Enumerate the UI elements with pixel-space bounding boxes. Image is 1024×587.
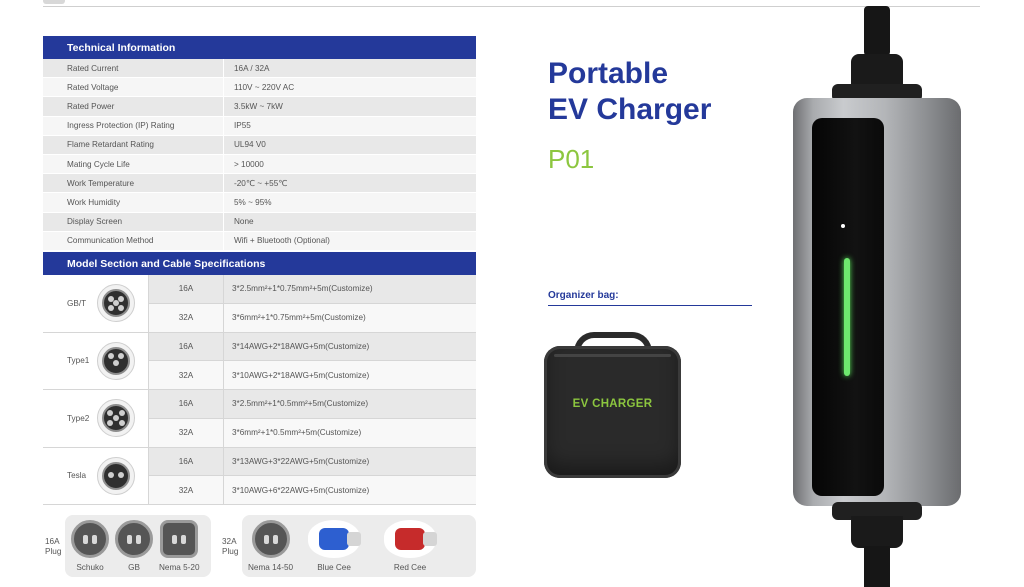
cable-spec-row	[149, 275, 476, 304]
charger-body-image	[793, 98, 961, 506]
plug-32a-label	[222, 537, 238, 557]
model-row	[43, 448, 476, 506]
model-name-cell	[43, 275, 149, 332]
cable-spec: 3*10AWG+6*22AWG+5m(Customize)	[232, 485, 370, 495]
cable-spec-row	[149, 390, 476, 419]
tech-info-key: Rated Current	[43, 59, 224, 77]
tech-info-value: 110V ~ 220V AC	[234, 82, 295, 92]
gbt-connector-icon	[97, 284, 135, 322]
plug-16a-label	[45, 537, 61, 557]
organizer-bag-underline	[548, 305, 752, 306]
tech-info-row	[43, 78, 476, 97]
current-rating: 16A	[149, 333, 224, 361]
tech-info-value: > 10000	[234, 159, 264, 169]
model-section-table	[43, 252, 476, 505]
schuko-plug-icon	[71, 520, 109, 558]
plug-name: Nema 14-50	[248, 563, 294, 572]
tech-info-row	[43, 97, 476, 116]
model-name-cell	[43, 333, 149, 390]
model-row	[43, 390, 476, 448]
nema-5-20-plug-icon	[160, 520, 198, 558]
model-row	[43, 333, 476, 391]
tech-info-value: -20℃ ~ +55℃	[234, 179, 288, 189]
charger-neck-bottom	[851, 516, 903, 548]
tech-info-key: Work Temperature	[43, 174, 224, 192]
charger-cable-top	[864, 6, 890, 56]
tech-info-row	[43, 155, 476, 174]
cable-spec: 3*14AWG+2*18AWG+5m(Customize)	[232, 341, 370, 351]
tech-info-key: Mating Cycle Life	[43, 155, 224, 173]
charger-cable-bottom	[864, 546, 890, 587]
model-section-header: Model Section and Cable Specifications	[43, 252, 476, 275]
model-name: GB/T	[67, 298, 87, 308]
bag-case	[544, 346, 681, 478]
top-tab-decoration	[43, 0, 65, 4]
type2-connector-icon	[97, 399, 135, 437]
tech-info-key: Rated Voltage	[43, 78, 224, 96]
model-name: Type1	[67, 356, 90, 366]
cable-spec-row	[149, 361, 476, 389]
cable-spec: 3*2.5mm²+1*0.75mm²+5m(Customize)	[232, 284, 373, 294]
model-name: Type2	[67, 413, 90, 423]
product-model-code: P01	[548, 144, 595, 174]
current-rating: 32A	[149, 476, 224, 504]
cable-spec: 3*13AWG+3*22AWG+5m(Customize)	[232, 456, 370, 466]
tech-info-key: Communication Method	[43, 232, 224, 250]
plug-16a-group	[65, 515, 211, 577]
tech-info-key: Work Humidity	[43, 193, 224, 211]
model-name: Tesla	[67, 471, 87, 481]
cable-spec-row	[149, 448, 476, 477]
model-name-cell	[43, 390, 149, 447]
plug-32a-label-text: 32A Plug	[222, 537, 239, 556]
current-rating: 32A	[149, 361, 224, 389]
tech-info-key: Flame Retardant Rating	[43, 136, 224, 154]
bag-zipper	[554, 354, 671, 357]
product-title-line1: Portable	[548, 57, 669, 90]
cable-spec-row	[149, 333, 476, 362]
cable-spec: 3*10AWG+2*18AWG+5m(Customize)	[232, 370, 370, 380]
tech-info-row	[43, 59, 476, 78]
product-title	[548, 56, 711, 128]
gb-plug-icon	[115, 520, 153, 558]
cable-spec: 3*6mm²+1*0.5mm²+5m(Customize)	[232, 428, 362, 438]
tech-info-row	[43, 213, 476, 232]
organizer-bag-label: Organizer bag:	[548, 290, 619, 301]
current-rating: 16A	[149, 390, 224, 418]
tech-info-row	[43, 136, 476, 155]
tech-info-key: Display Screen	[43, 213, 224, 231]
current-rating: 16A	[149, 275, 224, 303]
type1-connector-icon	[97, 342, 135, 380]
plug-blue-cee	[299, 519, 369, 572]
plug-red-cee	[375, 519, 445, 572]
plug-nema-5-20	[159, 519, 200, 572]
cable-spec-row	[149, 304, 476, 332]
red-cee-plug-icon	[384, 520, 436, 558]
product-title-line2: EV Charger	[548, 93, 712, 126]
tech-info-value: Wifi + Bluetooth (Optional)	[234, 236, 330, 246]
plug-name: Nema 5-20	[159, 563, 200, 572]
tech-info-key: Ingress Protection (IP) Rating	[43, 117, 224, 135]
technical-info-header: Technical Information	[43, 36, 476, 59]
cable-spec-row	[149, 419, 476, 447]
tech-info-value: UL94 V0	[234, 140, 266, 150]
current-rating: 32A	[149, 419, 224, 447]
plug-16a-label-text: 16A Plug	[45, 537, 62, 556]
tesla-connector-icon	[97, 457, 135, 495]
plug-name: Blue Cee	[317, 563, 351, 572]
nema-14-50-plug-icon	[252, 520, 290, 558]
blue-cee-plug-icon	[308, 520, 360, 558]
tech-info-row	[43, 117, 476, 136]
tech-info-value: IP55	[234, 121, 251, 131]
plug-name: GB	[128, 563, 140, 572]
cable-spec: 3*6mm²+1*0.75mm²+5m(Customize)	[232, 313, 366, 323]
tech-info-value: 16A / 32A	[234, 63, 270, 73]
technical-info-table	[43, 36, 476, 251]
tech-info-key: Rated Power	[43, 97, 224, 115]
tech-info-value: 5% ~ 95%	[234, 197, 272, 207]
organizer-bag-image	[544, 332, 681, 478]
model-row	[43, 275, 476, 333]
charger-neck-top	[851, 54, 903, 86]
plug-schuko	[71, 519, 109, 572]
top-divider	[43, 6, 980, 7]
plug-nema-14-50	[248, 519, 293, 572]
cable-spec: 3*2.5mm²+1*0.5mm²+5m(Customize)	[232, 399, 369, 409]
power-indicator-led	[841, 224, 845, 228]
model-name-cell	[43, 448, 149, 505]
tech-info-row	[43, 174, 476, 193]
charging-status-bar	[844, 258, 850, 376]
cable-spec-row	[149, 476, 476, 504]
bag-brand-text: EV CHARGER	[572, 398, 653, 410]
tech-info-value: None	[234, 217, 254, 227]
plug-32a-group	[242, 515, 476, 577]
plug-gb	[115, 519, 153, 572]
current-rating: 16A	[149, 448, 224, 476]
tech-info-row	[43, 232, 476, 251]
plug-name: Red Cee	[393, 563, 427, 572]
current-rating: 32A	[149, 304, 224, 332]
plug-name: Schuko	[76, 563, 104, 572]
tech-info-value: 3.5kW ~ 7kW	[234, 101, 283, 111]
tech-info-row	[43, 193, 476, 212]
